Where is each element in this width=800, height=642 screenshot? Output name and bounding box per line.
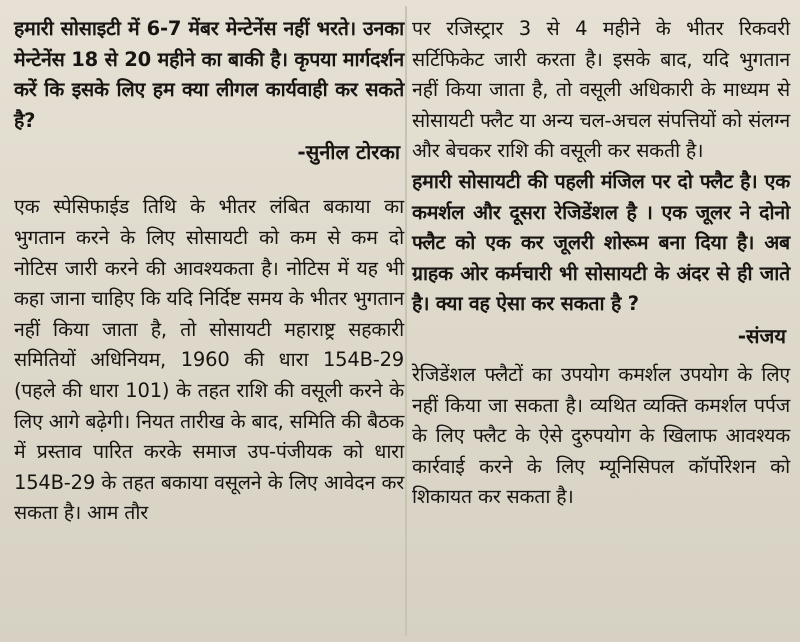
question-1: हमारी सोसाइटी में 6-7 मेंबर मेन्टेनेंस नहीं भरते। उनका मेन्टेनेंस 18 से 20 महीने का बाकी है। कृपया मार्गदर्शन करें कि इसके लिए हम क्या लीगल कार्यवाही कर सकते है?: [14, 17, 404, 132]
signature-2: -संजय: [737, 323, 786, 348]
column-divider: [405, 6, 407, 636]
signature-1: -सुनील टोरका: [297, 140, 400, 165]
answer-2: रेजिडेंशल फ्लैटों का उपयोग कमर्शल उपयोग के लिए नहीं किया जा सकता है। व्यथित व्यक्ति कमर्शल पर्पज के लिए फ्लैट के ऐसे दुरुपयोग के खिलाफ आवश्यक कार्रवाई करने के लिए म्यूनिसिपल कॉर्पोरेशन को शिकायत कर सकता है।: [412, 362, 790, 509]
answer-1: एक स्पेसिफाईड तिथि के भीतर लंबित बकाया का भुगतान करने के लिए सोसायटी को कम से कम दो नोटिस जारी करने की आवश्यकता है। नोटिस में यह भी कहा जाना चाहिए कि यदि निर्दिष्ट समय के भीतर भुगतान नहीं किया जाता है, तो सोसायटी महाराष्ट्र सहकारी समितियों अधिनियम, 1960 की धारा 154B-29 (पहले की धारा 101) के तहत राशि की वसूली करने के लिए आगे बढ़ेगी। नियत तारीख के बाद, समिति की बैठक में प्रस्ताव पारित करके समाज उप-पंजीयक को धारा 154B-29 के तहत बकाया वसूलने के लिए आवेदन कर सकता है। आम तौर: [14, 195, 404, 525]
left-column: [14, 14, 404, 529]
question-2: हमारी सोसायटी की पहली मंजिल पर दो फ्लैट है। एक कमर्शल और दूसरा रेजिडेंशल है । एक जूलर ने दोनो फ्लैट को एक कर जूलरी शोरूम बना दिया है। अब ग्राहक ओर कर्मचारी भी सोसायटी के अंदर से ही जाते है। क्या वह ऐसा कर सकता है ?: [412, 169, 790, 316]
answer-1-continued: पर रजिस्ट्रार 3 से 4 महीने के भीतर रिकवरी सर्टिफिकेट जारी करता है। इसके बाद, यदि भुगतान नहीं किया जाता है, तो वसूली अधिकारी के माध्यम से सोसायटी फ्लैट या अन्य चल-अचल संपत्तियों को संलग्न और बेचकर राशि की वसूली कर सकती है।: [412, 17, 790, 163]
right-column: [412, 14, 790, 513]
